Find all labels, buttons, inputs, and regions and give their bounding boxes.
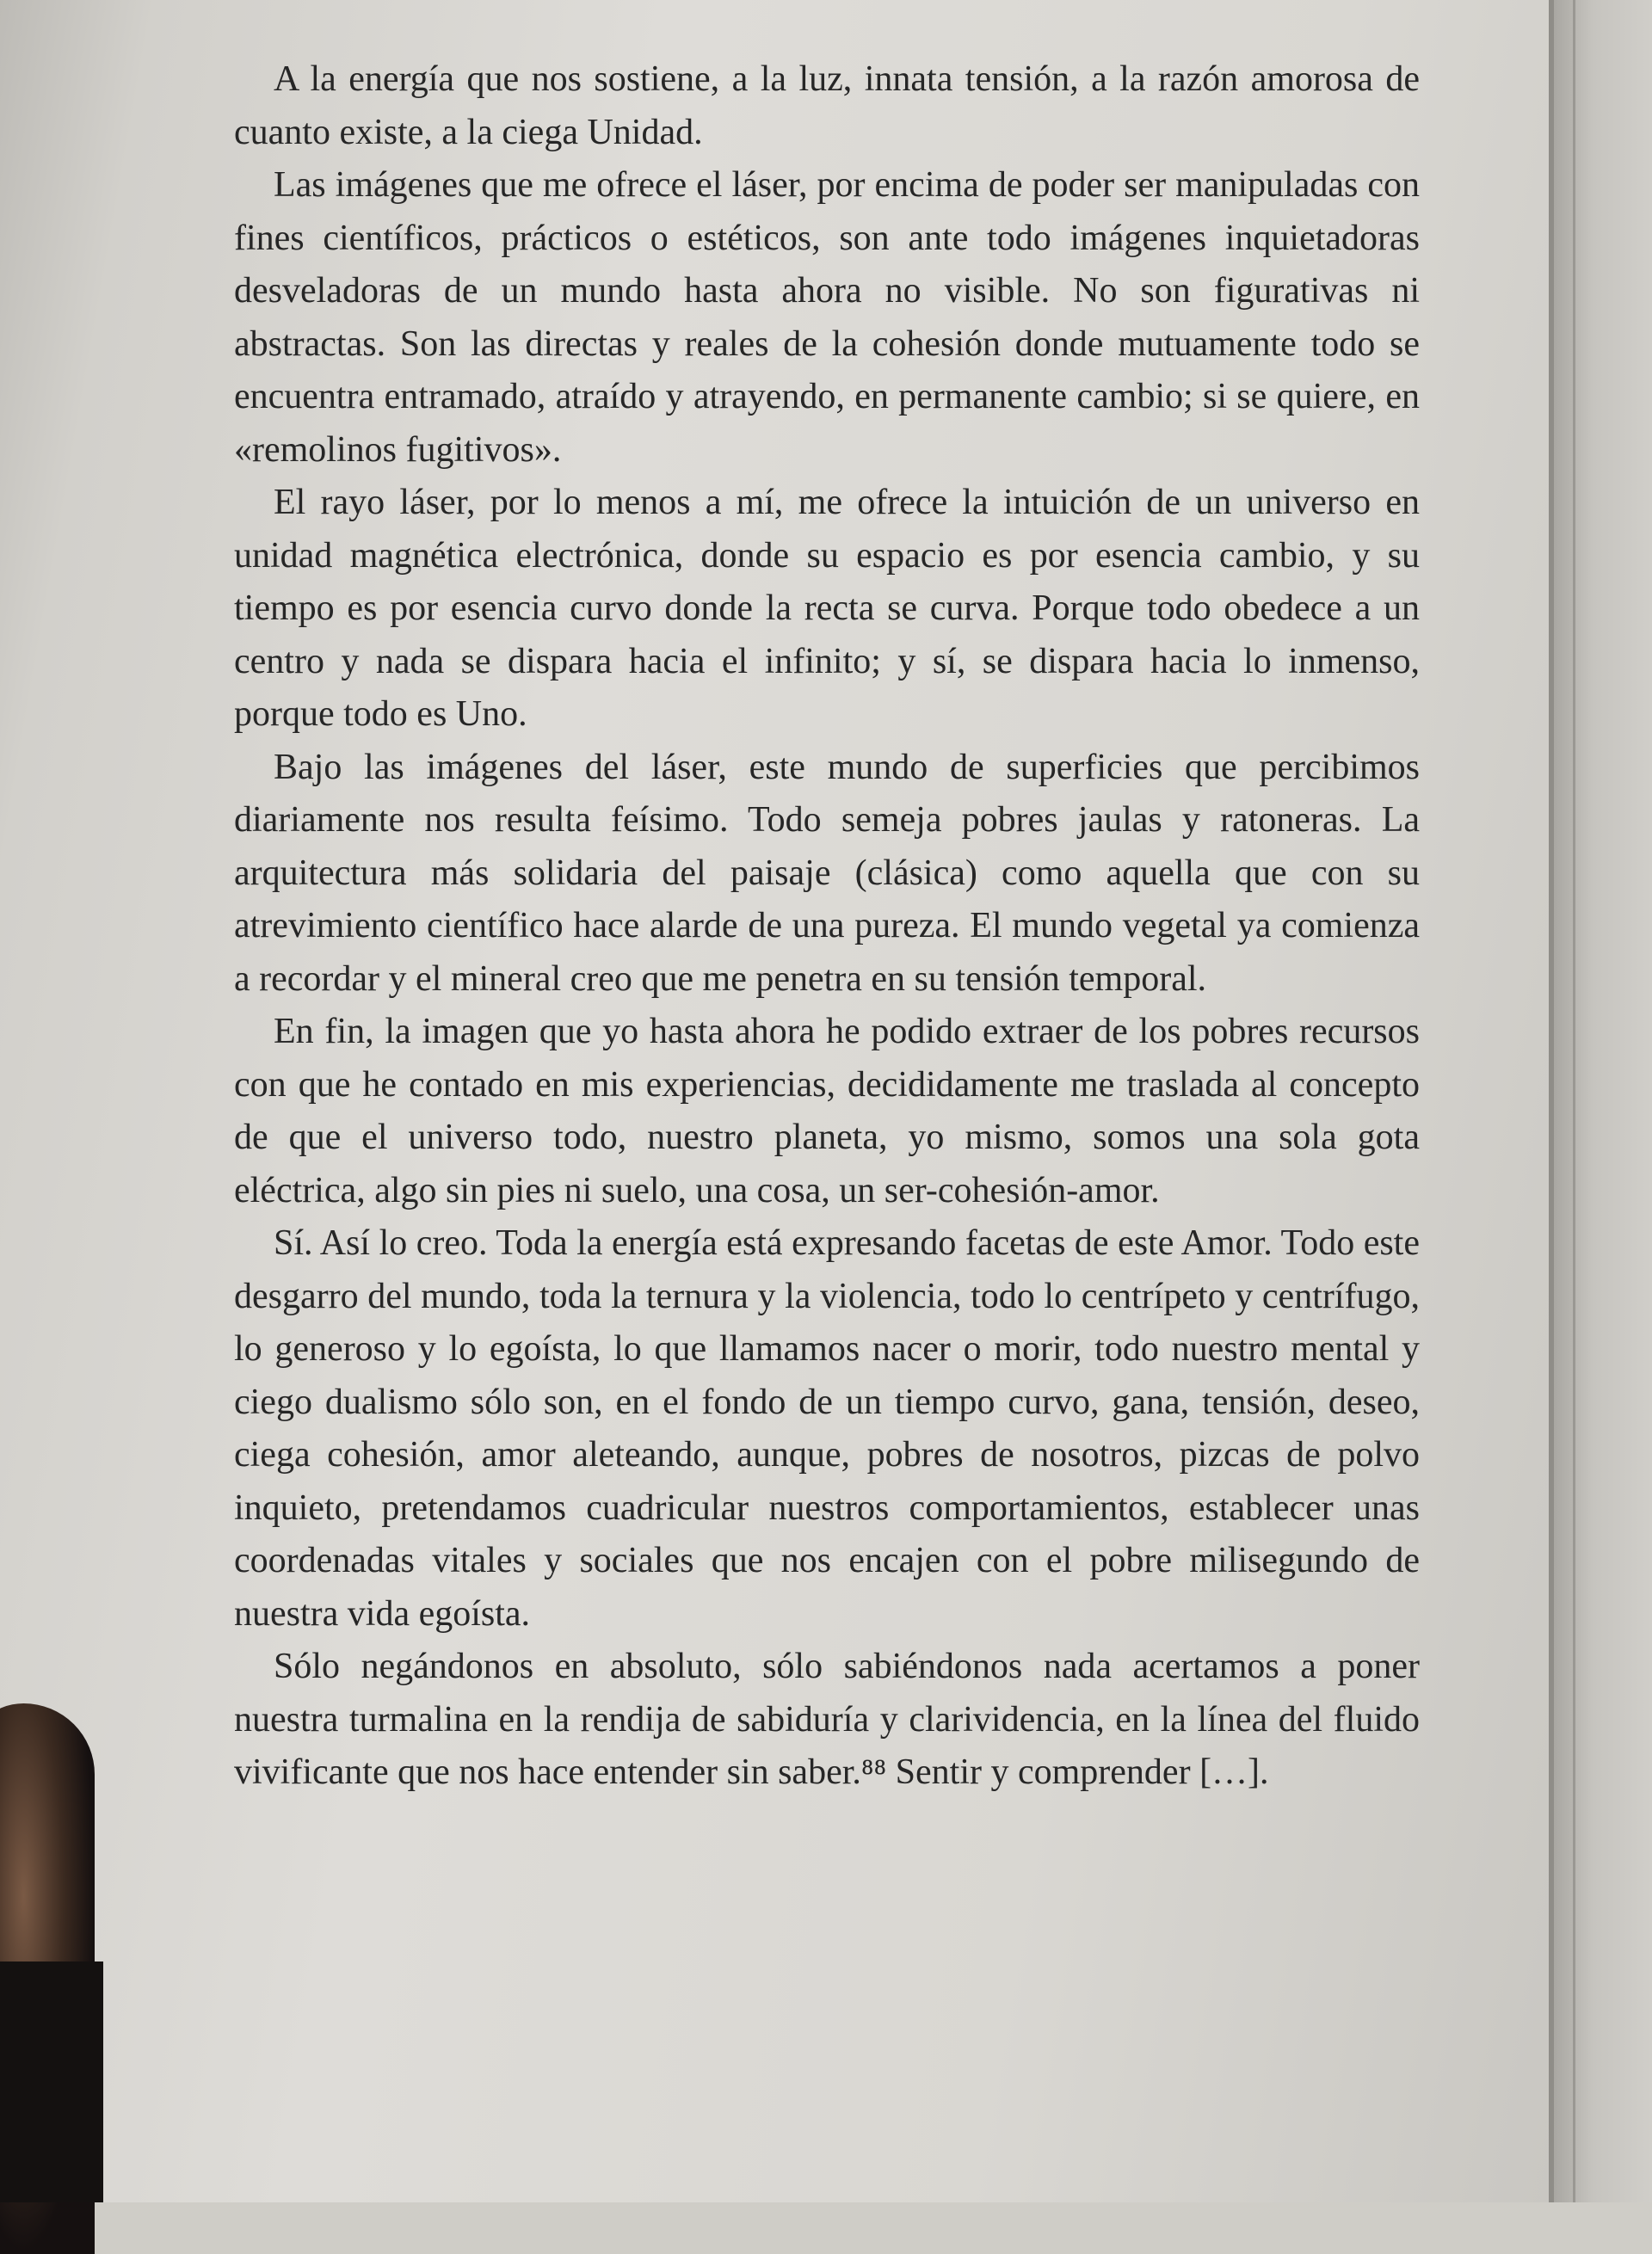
paragraph-5: En fin, la imagen que yo hasta ahora he podido extraer de los pobres recursos con que he contado en mis experiencias, decididamente me traslada al concepto de que el universo todo, nuestro planeta, yo mismo, somos una sola gota eléctrica, algo sin pies ni suelo, una cosa, un ser-cohesión-amor.: [234, 1012, 1420, 1210]
paragraph-1: A la energía que nos sostiene, a la luz, innata tensión, a la razón amorosa de cuanto existe, a la ciega Unidad.: [234, 59, 1420, 152]
paragraph-6: Sí. Así lo creo. Toda la energía está expresando facetas de este Amor. Todo este desgarro del mundo, toda la ternura y la violencia, todo lo centrípeto y centrífugo, lo generoso y lo egoísta, lo que llamamos nacer o morir, todo nuestro mental y ciego dualismo sólo son, en el fondo de un tiempo curvo, gana, tensión, deseo, ciega cohesión, amor aleteando, aunque, pobres de nosotros, pizcas de polvo inquieto, pretendamos cuadricular nuestros comportamientos, establecer unas coordenadas vitales y sociales que nos encajen con el pobre milisegundo de nuestra vida egoísta.: [234, 1223, 1420, 1634]
paragraph-7: Sólo negándonos en absoluto, sólo sabiéndonos nada acertamos a poner nuestra turmalina en la rendija de sabiduría y clarividencia, en la línea del fluido vivificante que nos hace entender sin saber.⁸⁸ Sentir y comprender […].: [234, 1647, 1420, 1792]
thumb-shadow: [0, 1961, 103, 2202]
next-page-edge: [1573, 0, 1575, 2202]
body-text: [234, 53, 1420, 1800]
paragraph-2: Las imágenes que me ofrece el láser, por encima de poder ser manipuladas con fines científicos, prácticos o estéticos, son ante todo imágenes inquietadoras desveladoras de un mundo hasta ahora no visible. No son figurativas ni abstractas. Son las directas y reales de la cohesión donde mutuamente todo se encuentra entramado, atraído y atrayendo, en permanente cambio; si se quiere, en «remolinos fugitivos».: [234, 165, 1420, 470]
next-page-strip: [1554, 0, 1652, 2202]
paragraph-3: El rayo láser, por lo menos a mí, me ofrece la intuición de un universo en unidad magnética electrónica, donde su espacio es por esencia cambio, y su tiempo es por esencia curvo donde la recta se curva. Porque todo obedece a un centro y nada se dispara hacia el infinito; y sí, se dispara hacia lo inmenso, porque todo es Uno.: [234, 483, 1420, 734]
paragraph-4: Bajo las imágenes del láser, este mundo de superficies que percibimos diariamente nos resulta feísimo. Todo semeja pobres jaulas y ratoneras. La arquitectura más solidaria del paisaje (clásica) como aquella que con su atrevimiento científico hace alarde de una pureza. El mundo vegetal ya comienza a recordar y el mineral creo que me penetra en su tensión temporal.: [234, 747, 1420, 999]
